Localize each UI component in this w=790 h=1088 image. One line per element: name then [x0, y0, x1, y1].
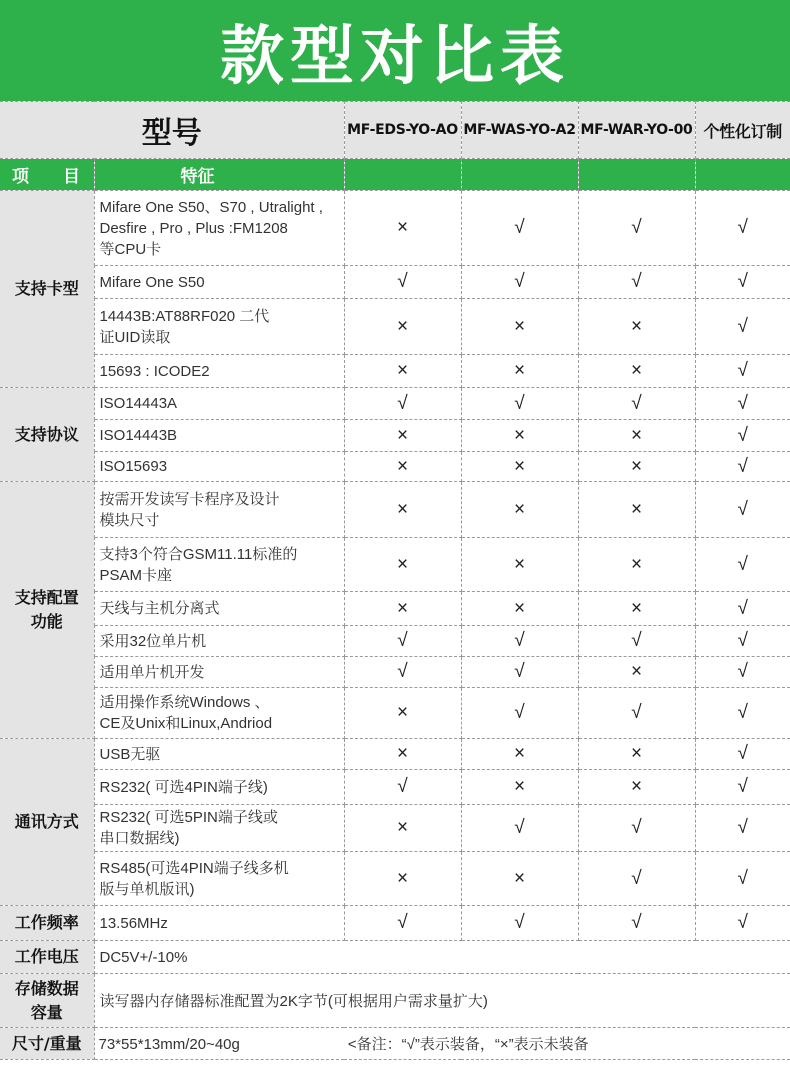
text-line: 15693 : ICODE2	[99, 362, 210, 380]
storage-label	[0, 974, 94, 1028]
feature-cell	[94, 266, 344, 299]
check-mark: √	[461, 657, 578, 688]
check-mark: √	[461, 626, 578, 657]
text-line: ISO15693	[99, 458, 168, 475]
check-mark: √	[578, 388, 695, 420]
size-value	[94, 1028, 790, 1060]
legend-note: <备注：“√”表示装备，“×”表示未装备	[347, 1036, 589, 1053]
check-mark: √	[461, 906, 578, 941]
check-mark: √	[344, 906, 461, 941]
text-line: 支持3个符合GSM11.11标准的	[99, 545, 298, 563]
category-cell: 支持协议	[0, 388, 94, 482]
text-line: 支持配置	[14, 588, 79, 607]
text-line: RS232( 可选5PIN端子线或	[99, 809, 278, 826]
cross-mark: ×	[578, 592, 695, 626]
check-mark: √	[695, 852, 790, 906]
feature-row	[0, 805, 790, 852]
feature-row	[0, 538, 790, 592]
feature-cell	[94, 906, 344, 941]
cross-mark: ×	[344, 805, 461, 852]
check-mark: √	[695, 355, 790, 388]
feature-row	[0, 420, 790, 452]
size-label: 尺寸/重量	[0, 1028, 94, 1060]
feature-cell	[94, 420, 344, 452]
cross-mark: ×	[344, 592, 461, 626]
cross-mark: ×	[344, 355, 461, 388]
check-mark: √	[461, 191, 578, 266]
text-line: 功能	[30, 612, 63, 631]
model-label: 型号	[0, 102, 344, 159]
cross-mark: ×	[344, 852, 461, 906]
check-mark: √	[695, 657, 790, 688]
feature-cell	[94, 538, 344, 592]
check-mark: √	[578, 191, 695, 266]
check-mark: √	[695, 688, 790, 739]
feature-row	[0, 739, 790, 770]
text-line: 14443B:AT88RF020 二代	[99, 307, 270, 325]
text-line: ISO14443A	[99, 395, 178, 412]
check-mark: √	[695, 805, 790, 852]
column-header-row	[0, 159, 790, 191]
model-header-row	[0, 102, 790, 159]
cross-mark: ×	[461, 420, 578, 452]
cross-mark: ×	[578, 299, 695, 355]
text-line: 模块尺寸	[99, 511, 160, 529]
text-line: 证UID读取	[99, 328, 171, 346]
feature-cell	[94, 805, 344, 852]
feature-row	[0, 852, 790, 906]
feature-cell	[94, 388, 344, 420]
text-line: Mifare One S50	[99, 273, 205, 291]
feature-header: 特征	[94, 159, 344, 191]
feature-cell	[94, 299, 344, 355]
cross-mark: ×	[461, 852, 578, 906]
feature-row	[0, 355, 790, 388]
size-dimensions: 73*55*13mm/20~40g	[98, 1036, 240, 1053]
comparison-table	[0, 101, 790, 1060]
feature-row	[0, 657, 790, 688]
text-line: RS485(可选4PIN端子线多机	[99, 859, 289, 877]
cross-mark: ×	[344, 191, 461, 266]
size-row	[0, 1028, 790, 1060]
voltage-label: 工作电压	[0, 941, 94, 974]
text-line: 存储数据	[14, 978, 79, 998]
model-name-custom: 个性化订制	[695, 102, 790, 159]
feature-row	[0, 482, 790, 538]
cross-mark: ×	[461, 299, 578, 355]
text-line: 串口数据线)	[99, 830, 180, 847]
text-line: 版与单机版讯)	[99, 880, 195, 898]
cross-mark: ×	[461, 592, 578, 626]
category-cell: 工作频率	[0, 906, 94, 941]
check-mark: √	[695, 592, 790, 626]
check-mark: √	[695, 906, 790, 941]
cross-mark: ×	[461, 482, 578, 538]
cross-mark: ×	[344, 299, 461, 355]
text-line: 13.56MHz	[99, 914, 168, 932]
check-mark: √	[461, 805, 578, 852]
check-mark: √	[578, 852, 695, 906]
cross-mark: ×	[578, 739, 695, 770]
cross-mark: ×	[578, 538, 695, 592]
text-line: Mifare One S50、S70 , Utralight ,	[99, 198, 323, 216]
category-cell: 通讯方式	[0, 739, 94, 906]
check-mark: √	[695, 191, 790, 266]
cross-mark: ×	[461, 739, 578, 770]
text-line: 按需开发读写卡程序及设计	[99, 490, 280, 508]
check-mark: √	[344, 388, 461, 420]
check-mark: √	[578, 688, 695, 739]
cross-mark: ×	[578, 452, 695, 482]
cross-mark: ×	[344, 420, 461, 452]
text-line: 天线与主机分离式	[99, 600, 220, 617]
feature-cell	[94, 191, 344, 266]
model-name: MF-WAS-YO-A2	[461, 102, 578, 159]
check-mark: √	[344, 657, 461, 688]
check-mark: √	[578, 626, 695, 657]
check-mark: √	[695, 420, 790, 452]
feature-cell	[94, 355, 344, 388]
check-mark: √	[695, 626, 790, 657]
category-cell: 支持卡型	[0, 191, 94, 388]
feature-cell	[94, 592, 344, 626]
text-line: USB无驱	[99, 745, 161, 763]
item-header: 项 目	[0, 159, 94, 191]
check-mark: √	[695, 388, 790, 420]
feature-cell	[94, 770, 344, 805]
feature-row	[0, 299, 790, 355]
cross-mark: ×	[344, 688, 461, 739]
check-mark: √	[695, 452, 790, 482]
text-line: 容量	[30, 1002, 63, 1022]
feature-cell	[94, 688, 344, 739]
text-line: 等CPU卡	[99, 240, 162, 258]
voltage-row	[0, 941, 790, 974]
check-mark: √	[344, 626, 461, 657]
feature-row	[0, 266, 790, 299]
cross-mark: ×	[578, 355, 695, 388]
check-mark: √	[695, 770, 790, 805]
voltage-value: DC5V+/-10%	[94, 941, 790, 974]
text-line: CE及Unix和Linux,Andriod	[99, 715, 273, 732]
cross-mark: ×	[578, 420, 695, 452]
cross-mark: ×	[461, 770, 578, 805]
feature-row	[0, 592, 790, 626]
feature-cell	[94, 657, 344, 688]
check-mark: √	[695, 482, 790, 538]
cross-mark: ×	[344, 739, 461, 770]
cross-mark: ×	[461, 355, 578, 388]
check-mark: √	[695, 739, 790, 770]
model-name: MF-WAR-YO-00	[578, 102, 695, 159]
model-name: MF-EDS-YO-AO	[344, 102, 461, 159]
feature-row	[0, 688, 790, 739]
check-mark: √	[344, 770, 461, 805]
cross-mark: ×	[344, 452, 461, 482]
check-mark: √	[695, 538, 790, 592]
cross-mark: ×	[461, 452, 578, 482]
check-mark: √	[461, 266, 578, 299]
check-mark: √	[461, 388, 578, 420]
cross-mark: ×	[578, 657, 695, 688]
feature-cell	[94, 739, 344, 770]
feature-row	[0, 191, 790, 266]
feature-row	[0, 770, 790, 805]
cross-mark: ×	[344, 538, 461, 592]
storage-value: 读写器内存储器标准配置为2K字节(可根据用户需求量扩大)	[94, 974, 790, 1028]
text-line: ISO14443B	[99, 427, 178, 444]
feature-cell	[94, 452, 344, 482]
cross-mark: ×	[578, 482, 695, 538]
cross-mark: ×	[461, 538, 578, 592]
cross-mark: ×	[578, 770, 695, 805]
check-mark: √	[578, 266, 695, 299]
text-line: RS232( 可选4PIN端子线)	[99, 778, 268, 796]
check-mark: √	[695, 266, 790, 299]
title-banner	[0, 0, 790, 101]
text-line: Desfire , Pro , Plus :FM1208	[99, 219, 288, 237]
feature-cell	[94, 852, 344, 906]
check-mark: √	[695, 299, 790, 355]
check-mark: √	[578, 906, 695, 941]
page-title: 款型对比表	[220, 19, 570, 94]
check-mark: √	[578, 805, 695, 852]
cross-mark: ×	[344, 482, 461, 538]
category-cell	[0, 482, 94, 739]
check-mark: √	[344, 266, 461, 299]
feature-cell	[94, 626, 344, 657]
text-line: 适用单片机开发	[99, 663, 205, 681]
feature-row	[0, 626, 790, 657]
feature-row	[0, 388, 790, 420]
text-line: 采用32位单片机	[99, 632, 207, 650]
feature-cell	[94, 482, 344, 538]
text-line: PSAM卡座	[99, 566, 173, 584]
text-line: 适用操作系统Windows 、	[99, 694, 270, 711]
storage-row	[0, 974, 790, 1028]
check-mark: √	[461, 688, 578, 739]
feature-row	[0, 452, 790, 482]
feature-row	[0, 906, 790, 941]
